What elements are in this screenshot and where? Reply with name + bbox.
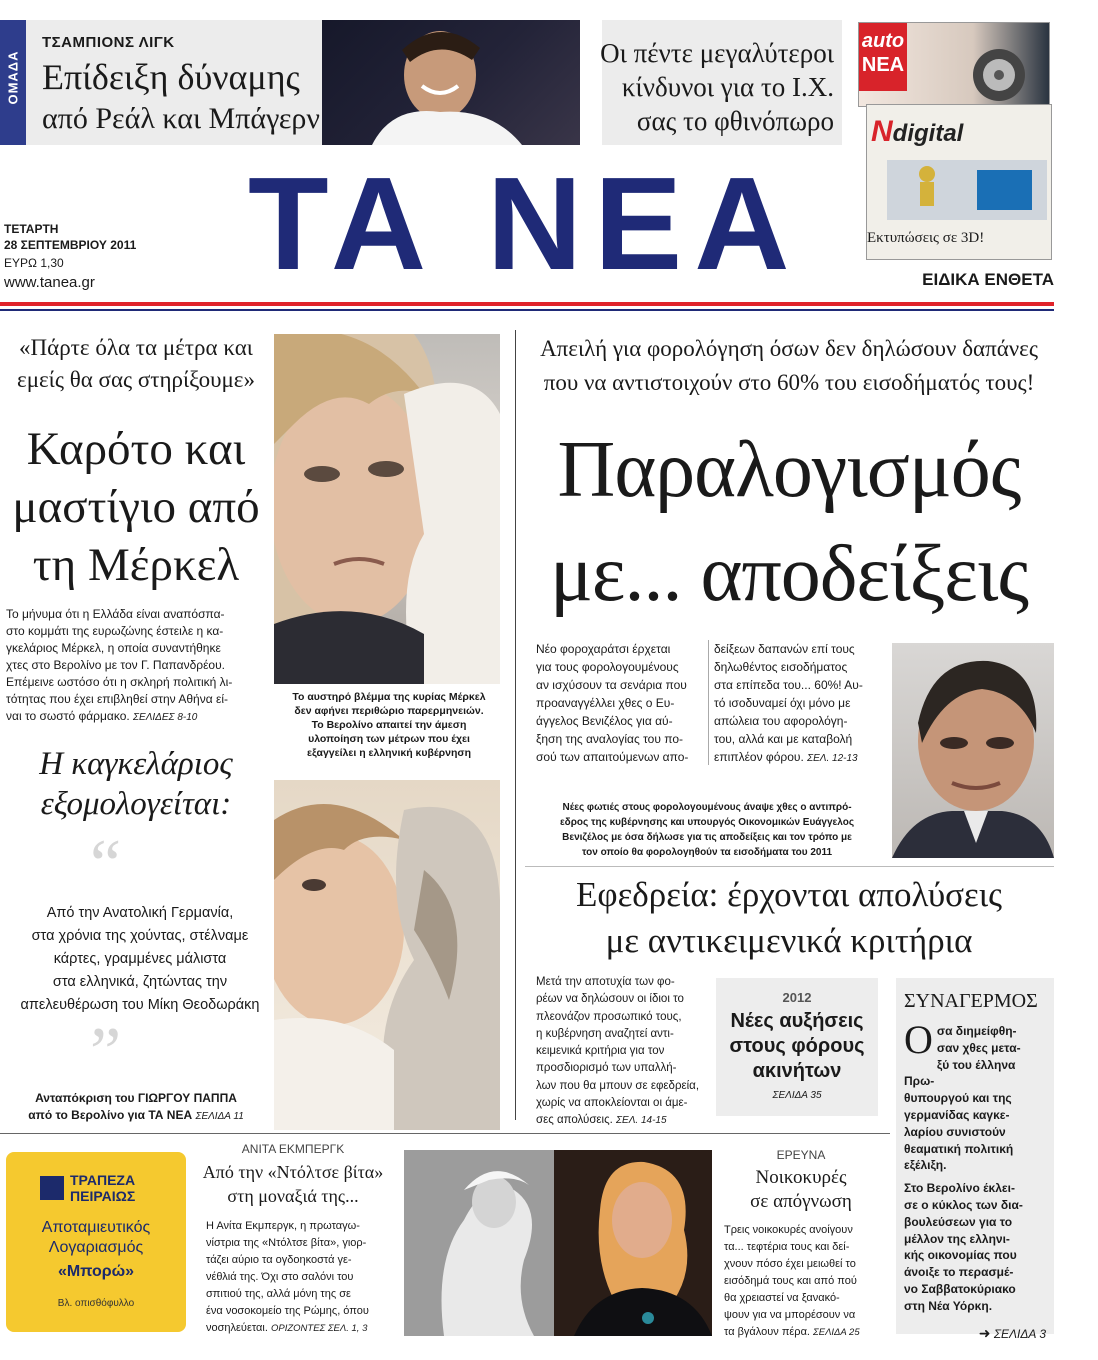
piraeus-bank-ad[interactable] [6,1152,186,1332]
bank-logo-icon [40,1176,64,1200]
issue-price: ΕΥΡΩ 1,30 [4,256,64,270]
research-body: Τρεις νοικοκυρές ανοίγουν τα... τεφτέρια τους και δεί- χνουν πόσο έχει μειωθεί το εισόδημά τους και από πού θα χρειαστεί να ξανακό- ψουν για να μπορέσουν να τα βγάλουν πέρα. ΣΕΛΙΔΑ 25 [724,1224,860,1338]
masthead-rule [0,302,1054,306]
alarm-dropcap: Ο [904,1017,933,1062]
digital-cover[interactable] [866,104,1052,260]
merkel-page-ref: ΣΕΛΙΔΕΣ 8-10 [133,712,198,723]
alarm-page-ref: ➜ ΣΕΛΙΔΑ 3 [978,1324,1046,1341]
ad-text: Αποταμιευτικός Λογαριασμός «Μπορώ» [41,1219,151,1280]
merkel-body: Το μήνυμα ότι η Ελλάδα είναι αναπόσπα- στο κομμάτι της ευρωζώνης έστειλε η κα- γκελάριος Μέρκελ, η οποία συναντήθηκε χτες στο Βερολίνο με τον Γ. Παπανδρέου. Επέμεινε ωστόσο ότι η σκληρή πολιτική λι- τότητας που έχει επιβληθεί στην Αθήνα εί- ναι το σωστό φάρμακο. ΣΕΛΙΔΕΣ 8-10 [6,607,233,723]
main-body-col2: δείξεων δαπανών επί τους δηλωθέντος εισοδήματος στα επίπεδα του... 60%! Αυ- τό ισοδυναμεί όχι μόνο με απώλεια του αφορολόγη- του, αλλά και με καταβολή επιπλέον φόρου. ΣΕΛ. 12-13 [714,642,863,764]
research-headline: Νοικοκυρές σε απόγνωση [750,1167,852,1212]
merkel-photo-caption: Το αυστηρό βλέμμα της κυρίας Μέρκελ δεν αφήνει περιθώριο παρερμηνειών. Το Βερολίνο απαιτεί την άμεση υλοποίηση των μέτρων που έχει εξαγγείλει η ελληνική κυβέρνηση [292,691,486,759]
bank-name: ΤΡΑΠΕΖΑ ΠΕΙΡΑΙΩΣ [70,1172,136,1204]
reserve-page-ref: ΣΕΛ. 14-15 [616,1115,667,1127]
issue-day: ΤΕΤΑΡΤΗ [4,222,59,236]
auto-banner[interactable] [602,20,842,145]
reserve-rule [525,866,1054,867]
arrow-right-icon: ➜ [978,1324,991,1341]
reserve-headline: Εφεδρεία: έρχονται απολύσεις με αντικειμενικά κριτήρια [576,875,1002,960]
venizelos-caption: Νέες φωτιές στους φορολογουμένους άναψε χθες ο αντιπρό- εδρος της κυβέρνησης και υπουργός Οικονομικών Ευάγγελος Βενιζέλος με όσα δήλωσε για τις αποδείξεις και τον τρόπο με τον οποίο θα φορολογηθούν τα εισοδήματα του 2011 [559,802,855,858]
research-page-ref: ΣΕΛΙΔΑ 25 [813,1327,860,1338]
column-divider [515,330,516,1120]
sport-headline-2: από Ρεάλ και Μπάγερν [42,102,320,135]
tax-box-page-ref: ΣΕΛΙΔΑ 35 [772,1090,822,1101]
confession-headline: Η καγκελάριος εξομολογείται: [39,746,233,822]
tax-box-year: 2012 [782,990,812,1005]
sport-banner[interactable] [0,20,580,145]
bottom-rule [0,1133,890,1134]
footballer-photo [322,20,580,145]
report-credit: Ανταπόκριση του ΓΙΩΡΓΟΥ ΠΑΠΠΑ από το Βερολίνο για ΤΑ ΝΕΑ ΣΕΛΙΔΑ 11 [28,1091,244,1122]
ekberg-photo [404,1150,712,1336]
sport-kicker: ΤΣΑΜΠΙΟΝΣ ΛΙΓΚ [42,34,175,51]
ekberg-headline: Από την «Ντόλτσε βίτα» στη μοναξιά της... [202,1162,384,1206]
main-body-col1: Νέο φοροχαράτσι έρχεται για τους φορολογουμένους αν ισχύσουν τα σενάρια που προαναγγέλλει χθες ο Ευ- άγγελος Βενιζέλος για αύ- ξηση της αναλογίας του πο- σού των απαιτούμενων απο- [536,642,689,764]
alarm-body: Ο σα διημείφθη- σαν χθες μετα- ξύ του έλληνα Πρω- θυπουργού και της γερμανίδας καγκε- λαρίου συνιστούν θεαματική πολιτική εξέλιξη. Στο Βερολίνο έκλει- σε ο κύκλος των δια- βουλεύσεων για το μέλλον της ελληνι- κής οικονομίας που άνοιξε το περασμέ- νο Σαββατοκύριακο στη Νέα Υόρκη. [904,1017,1023,1313]
property-tax-box[interactable] [716,978,878,1116]
robot-figure-icon [887,160,1047,220]
merkel-photo-top [274,334,500,684]
sport-headline-1: Επίδειξη δύναμης [42,57,300,97]
tax-box-headline: Νέες αυξήσεις στους φόρους ακινήτων [729,1010,865,1082]
research-kicker: ΕΡΕΥΝΑ [776,1148,826,1162]
open-quote-icon: “ [90,826,122,903]
main-headline: Παραλογισμός με... αποδείξεις [549,426,1029,618]
masthead-rule-thin [0,309,1054,311]
auto-nea-cover[interactable] [858,22,1050,107]
digital-logo: Ndigital [871,115,964,148]
main-page-ref: ΣΕΛ. 12-13 [807,753,858,764]
confession-quote: Από την Ανατολική Γερμανία, στα χρόνια της χούντας, στέλναμε κάρτες, γραμμένες μάλιστα στα ελληνικά, ζητώντας την απελευθέρωση του Μίκη Θεοδωράκη [20,905,260,1013]
supplements-label[interactable]: ΕΙΔΙΚΑ ΕΝΘΕΤΑ [922,270,1054,289]
merkel-quote: «Πάρτε όλα τα μέτρα και εμείς θα σας στηρίξουμε» [17,335,255,392]
sport-tag: ΟΜΑΔΑ [0,20,26,145]
issue-date: 28 ΣΕΠΤΕΜΒΡΙΟΥ 2011 [4,238,137,252]
ad-note: Βλ. οπισθόφυλλο [57,1298,135,1309]
auto-line-2: κίνδυνοι για το Ι.Χ. [621,72,834,102]
digital-caption: Εκτυπώσεις σε 3D! [867,230,985,246]
close-quote-icon: ” [90,1014,122,1091]
alarm-title: ΣΥΝΑΓΕΡΜΟΣ [904,990,1038,1012]
ekberg-body: Η Ανίτα Εκμπεργκ, η πρωταγω- νίστρια της «Ντόλτσε βίτα», γιορ- τάζει αύριο τα ογδοηκοστά γε- νέθλιά της. Όχι στο σαλόνι του σπιτιού της, αλλά μόνη της σε ένα νοσοκομείο της Ρώμης, όπου νοσηλεύεται. ΟΡΙΖΟΝΤΕΣ ΣΕΛ. 1, 3 [206,1220,369,1334]
report-page-ref: ΣΕΛΙΔΑ 11 [195,1111,244,1122]
merkel-photo-bottom [274,780,500,1130]
merkel-headline: Καρότο και μαστίγιο από τη Μέρκελ [12,423,260,591]
alarm-box[interactable] [896,978,1054,1341]
reserve-body: Μετά την αποτυχία των φο- ρέων να δηλώσουν οι ίδιοι το πλεονάζον προσωπικό τους, η κυβέρνηση αναζητεί αντι- κειμενικά κριτήρια για τον προσδιορισμό των υπαλλή- λων που θα μπουν σε εφεδρεία, χωρίς να αποκλείονται οι άμε- σες απολύσεις. ΣΕΛ. 14-15 [536,976,700,1127]
venizelos-photo [892,643,1054,858]
ekberg-page-ref: ΟΡΙΖΟΝΤΕΣ ΣΕΛ. 1, 3 [270,1323,368,1334]
masthead-title: ΤΑ ΝΕΑ [248,150,802,297]
car-wheel-icon [959,41,1039,103]
auto-line-1: Οι πέντε μεγαλύτεροι [600,38,834,68]
main-kicker: Απειλή για φορολόγηση όσων δεν δηλώσουν δαπάνες που να αντιστοιχούν στο 60% του εισοδήματός τους! [540,336,1038,395]
auto-nea-logo: auto ΝΕΑ [859,23,907,91]
main-col-divider [708,640,709,765]
ekberg-kicker: ΑΝΙΤΑ ΕΚΜΠΕΡΓΚ [241,1142,345,1156]
website-link[interactable]: www.tanea.gr [4,274,95,291]
auto-line-3: σας το φθινόπωρο [636,106,834,136]
